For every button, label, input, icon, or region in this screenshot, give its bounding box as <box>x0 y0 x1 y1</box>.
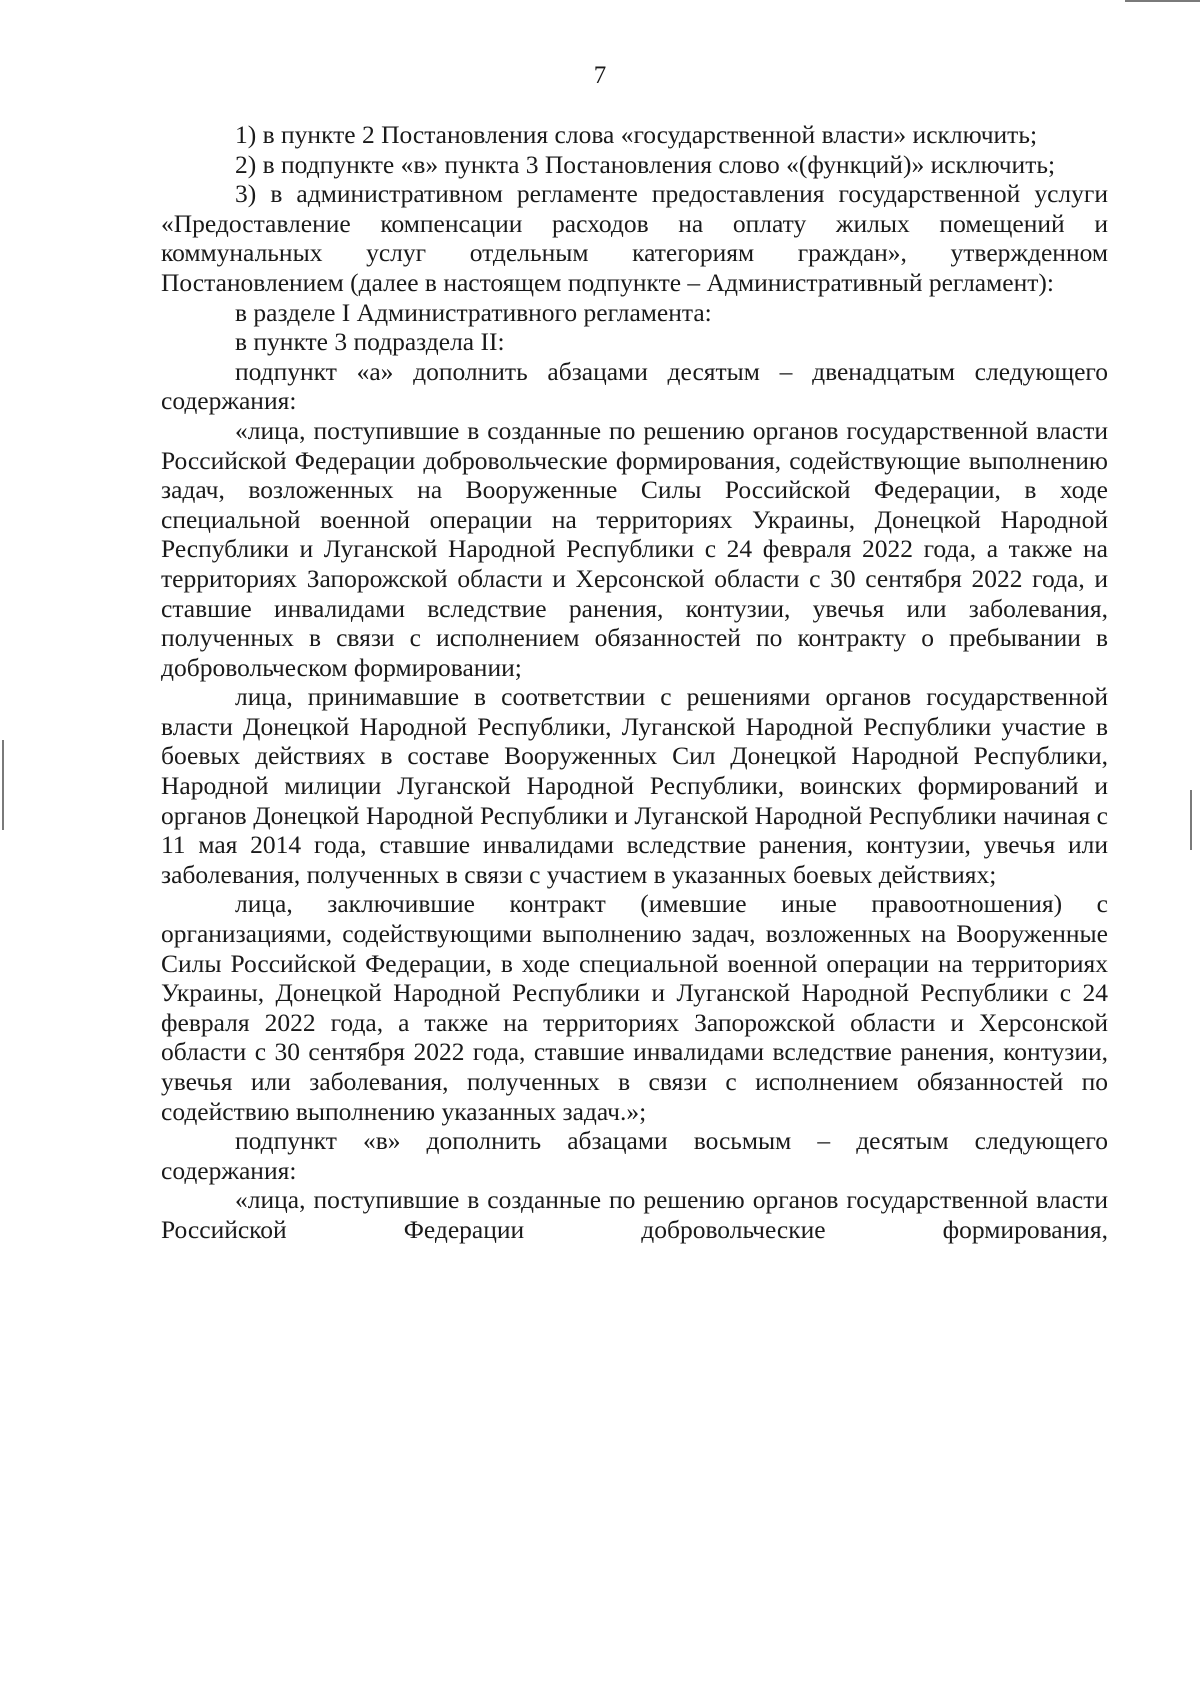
scan-edge-mark-top <box>1125 0 1200 2</box>
paragraph-dnr-lnr-combatants: лица, принимавшие в соответствии с решениями органов государственной власти Донецкой Народной Республики, Луганской Народной Республики участие в боевых действиях в составе Вооруженных Сил Донецкой Народной Республики, Народной милиции Луганской Народной Республики, воинских формирований и органов Донецкой Народной Республики и Луганской Народной Республики начиная с 11 мая 2014 года, ставшие инвалидами вследствие ранения, контузии, увечья или заболевания, полученных в связи с участием в указанных боевых действиях; <box>161 682 1108 889</box>
paragraph-amendment-2: 2) в подпункте «в» пункта 3 Постановления слово «(функций)» исключить; <box>235 149 1056 179</box>
paragraph-volunteers-continued: «лица, поступившие в созданные по решению органов государственной власти Российской Федерации добровольческие формирования, <box>161 1185 1108 1244</box>
paragraph-subpoint-a: подпункт «а» дополнить абзацами десятым – двенадцатым следующего содержания: <box>161 356 1108 416</box>
paragraph-amendment-1: 1) в пункте 2 Постановления слова «государственной власти» исключить; <box>235 120 1038 149</box>
paragraph-amendment-3: 3) в административном регламенте предоставления государственной услуги «Предоставление компенсации расходов на оплату жилых помещений и коммунальных услуг отдельным категориям граждан», утвержденном Постановлением (далее в настоящем подпункте – Административный регламент): <box>161 179 1108 297</box>
page-number: 7 <box>593 62 607 89</box>
paragraph-section-1: в разделе I Административного регламента: <box>235 297 712 327</box>
paragraph-point-3: в пункте 3 подраздела II: <box>235 327 505 357</box>
scan-edge-mark-left <box>2 740 4 830</box>
document-body <box>161 120 1108 1245</box>
paragraph-volunteers: «лица, поступившие в созданные по решению органов государственной власти Российской Федерации добровольческие формирования, содействующие выполнению задач, возложенных на Вооруженные Силы Российской Федерации, в ходе специальной военной операции на территориях Украины, Донецкой Народной Республики и Луганской Народной Республики с 24 февраля 2022 года, а также на территориях Запорожской области и Херсонской области с 30 сентября 2022 года, и ставшие инвалидами вследствие ранения, контузии, увечья или заболевания, полученных в связи с исполнением обязанностей по контракту о пребывании в добровольческом формировании; <box>161 415 1108 682</box>
paragraph-contract-organizations: лица, заключившие контракт (имевшие иные правоотношения) с организациями, содействующими выполнению задач, возложенных на Вооруженные Силы Российской Федерации, в ходе специальной военной операции на территориях Украины, Донецкой Народной Республики и Луганской Народной Республики с 24 февраля 2022 года, а также на территориях Запорожской области и Херсонской области с 30 сентября 2022 года, ставшие инвалидами вследствие ранения, контузии, увечья или заболевания, полученных в связи с исполнением обязанностей по содействию выполнению указанных задач.»; <box>161 889 1108 1126</box>
paragraph-subpoint-v: подпункт «в» дополнить абзацами восьмым – десятым следующего содержания: <box>161 1126 1108 1185</box>
scan-edge-mark-right <box>1190 790 1192 850</box>
